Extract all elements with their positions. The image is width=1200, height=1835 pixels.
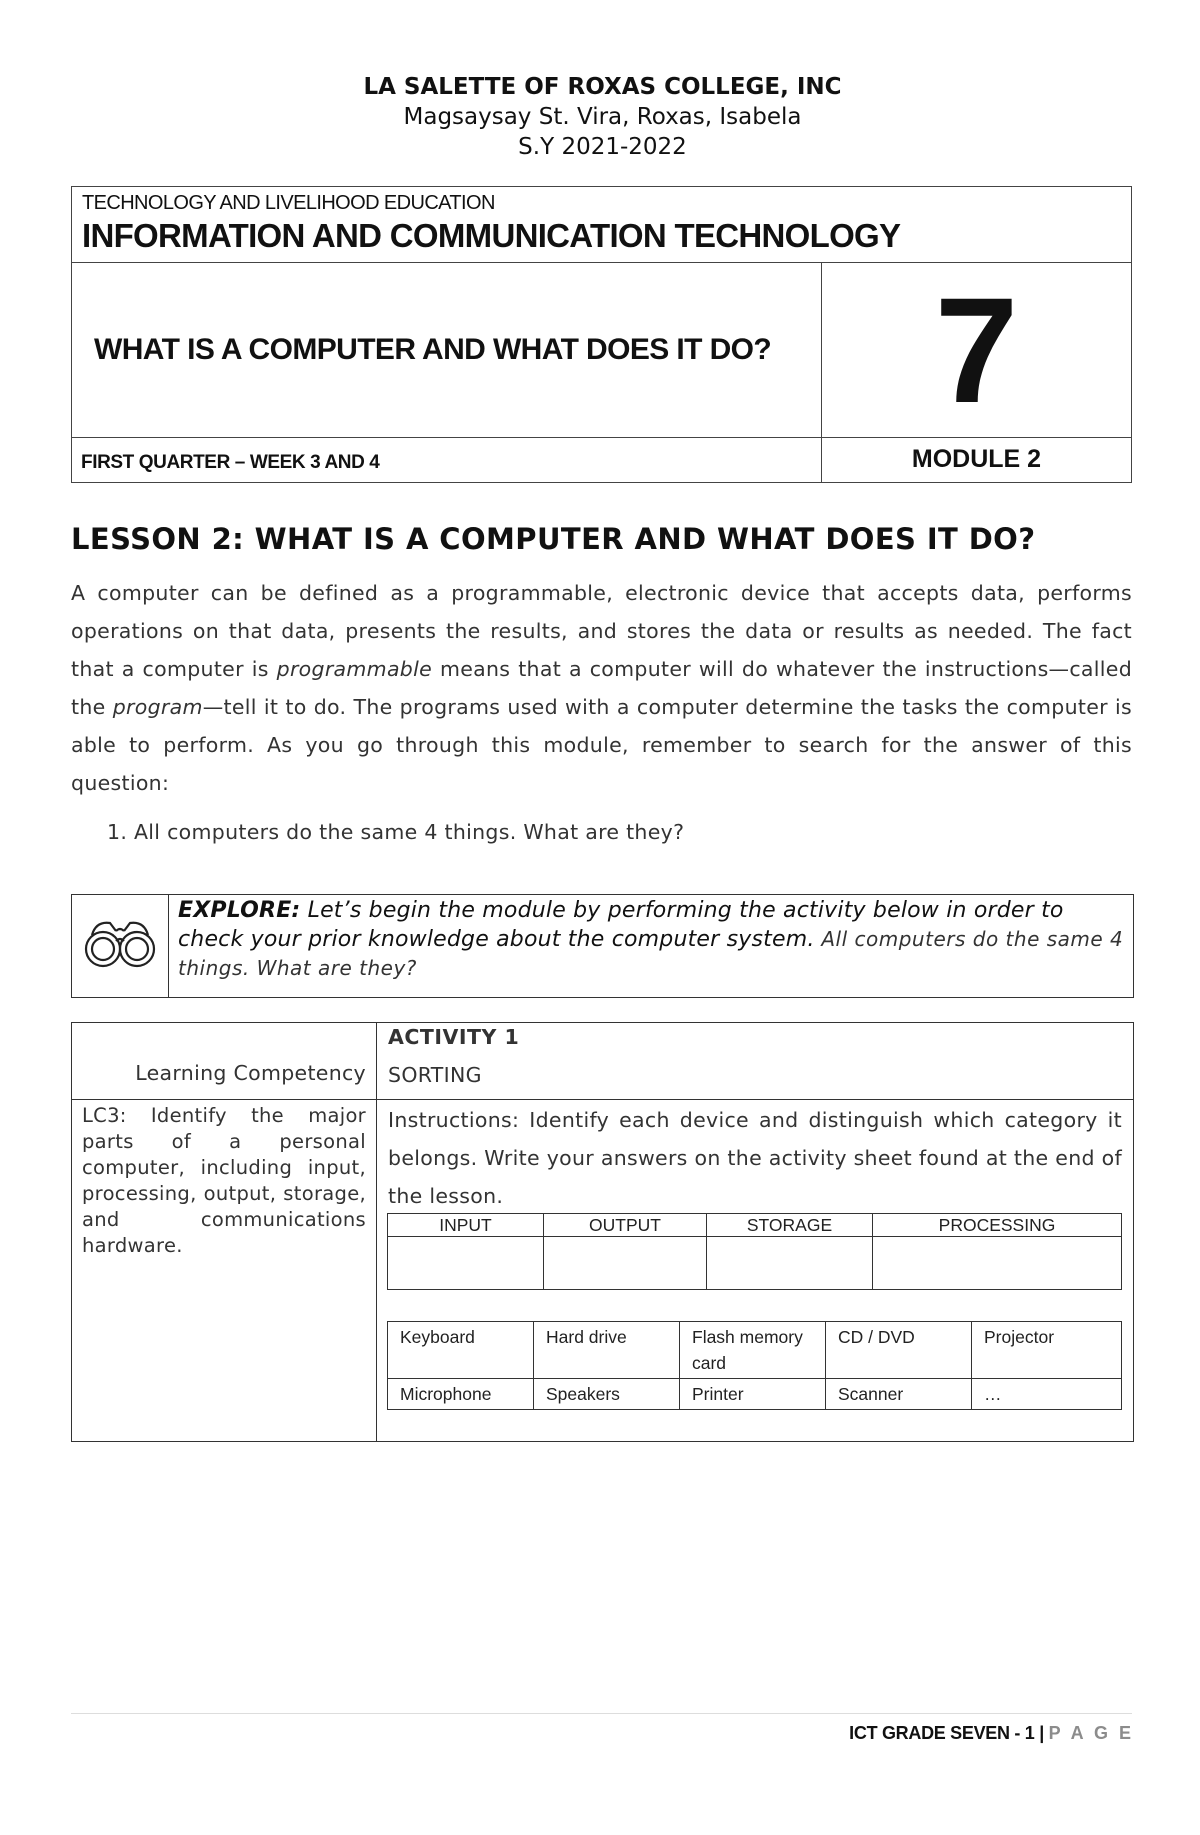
explore-text [178,897,1128,983]
device-cell: … [972,1379,1122,1410]
footer-page-word: P A G E [1048,1723,1134,1743]
document-page [71,0,1134,1743]
category-header: OUTPUT [544,1214,707,1237]
answer-cell [707,1237,873,1290]
learning-competency-text: LC3: Identify the major parts of a personal computer, including input, processing, output, storage, and communications hardware. [82,1104,366,1257]
device-cell: Projector [972,1322,1122,1379]
binoculars-icon [72,895,168,997]
grade-number: 7 [822,263,1132,438]
explore-question: All computers do the same 4 things. What are they? [178,927,1124,980]
activity-instructions: Instructions: Identify each device and distinguish which category it belongs. Write your answers on the activity sheet found at the end of the lesson. [388,1108,1122,1208]
device-cell: Microphone [388,1379,534,1410]
device-cell: Printer [680,1379,826,1410]
explore-box [71,894,1134,998]
footer-rule [71,1713,1132,1714]
row-divider [72,1099,1133,1100]
activity-subtitle: SORTING [388,1063,482,1087]
category-header: INPUT [388,1214,544,1237]
answer-cell [544,1237,707,1290]
subject-label: TECHNOLOGY AND LIVELIHOOD EDUCATION [82,192,495,214]
device-cell: Scanner [826,1379,972,1410]
paragraph-emphasis-1: programmable [276,657,433,681]
device-cell: Keyboard [388,1322,534,1379]
answer-cell [873,1237,1122,1290]
device-table [387,1321,1122,1410]
device-cell: Speakers [534,1379,680,1410]
subject-cell [72,187,1132,263]
device-cell: CD / DVD [826,1322,972,1379]
activity-table [71,1022,1134,1442]
explore-icon-cell [72,895,169,997]
device-cell: Hard drive [534,1322,680,1379]
lesson-heading: LESSON 2: WHAT IS A COMPUTER AND WHAT DOES IT DO? [71,522,1036,556]
activity-title: ACTIVITY 1 [388,1025,520,1049]
category-header: PROCESSING [873,1214,1122,1237]
paragraph-text-3: —tell it to do. The programs used with a computer determine the tasks the computer is able to perform. As you go through this module, remember to search for the answer of this question: [71,695,1132,795]
school-name: LA SALETTE OF ROXAS COLLEGE, INC [363,74,842,100]
school-address: Magsaysay St. Vira, Roxas, Isabela [403,104,802,130]
explore-label: EXPLORE: [178,898,301,923]
school-year: S.Y 2021-2022 [518,134,687,160]
module-header-table [71,186,1132,483]
course-title: INFORMATION AND COMMUNICATION TECHNOLOGY [82,217,901,254]
device-cell: Flash memory card [680,1322,826,1379]
quarter-label: FIRST QUARTER – WEEK 3 AND 4 [72,438,822,483]
module-title: WHAT IS A COMPUTER AND WHAT DOES IT DO? [72,263,822,438]
footer-text: ICT GRADE SEVEN - 1 | [849,1723,1049,1743]
paragraph-emphasis-2: program [112,695,203,719]
paragraph-text-2: means that a computer will do whatever the instructions—called the [71,657,1133,719]
category-header: STORAGE [707,1214,873,1237]
learning-competency-header: Learning Competency [135,1061,366,1085]
explore-instruction: Let’s begin the module by performing the activity below in order to check your prior knowledge about the computer system. [178,898,1064,952]
answer-cell [388,1237,544,1290]
page-footer [849,1723,1134,1744]
lesson-paragraph [71,574,1132,802]
module-label: MODULE 2 [822,438,1132,483]
category-table [387,1213,1122,1290]
paragraph-text-1: A computer can be defined as a programmable, electronic device that accepts data, performs operations on that data, presents the results, and stores the data or results as needed. The fact that a computer is [71,581,1132,681]
school-header [71,72,1134,162]
guide-question: 1. All computers do the same 4 things. What are they? [107,820,685,844]
column-divider [376,1023,377,1441]
